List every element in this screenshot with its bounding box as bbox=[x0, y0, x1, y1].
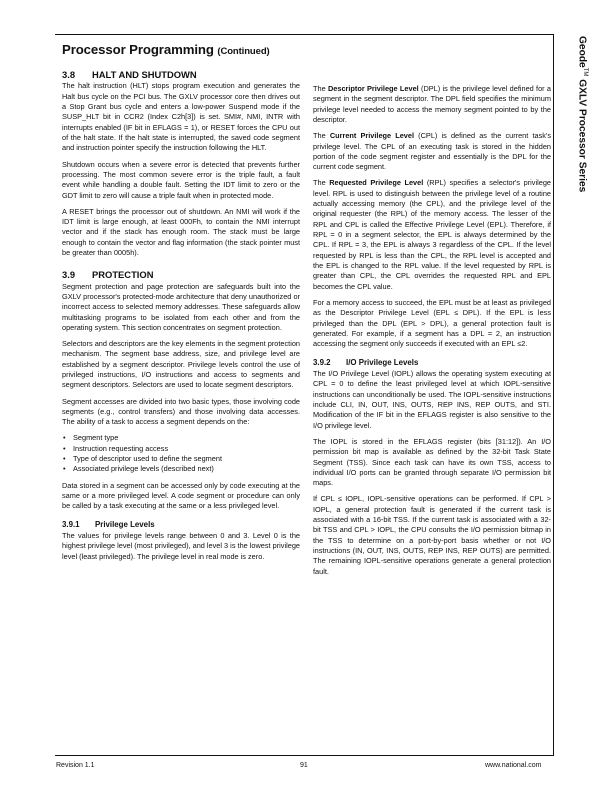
paragraph: Segment accesses are divided into two basic types, those involving code segments (e.g., control transfers) and those involving data accesses. The ability of a task to access a segment depends on the: bbox=[62, 396, 300, 427]
list-item: • Associated privilege levels (described next) bbox=[62, 464, 300, 474]
text: (CPL) is defined as the current task's privilege level. The CPL of an executing task is stored in the hidden portion of the code segment register and essentially is the DPL for the current code segment. bbox=[313, 131, 551, 172]
paragraph: Segment protection and page protection are safeguards built into the GXLV processor's protected-mode architecture that deny unauthorized or incorrect access to selected memory addresses. These safeguards allow multitasking programs to be isolated from each other and from the operating system. This section concentrates on segment protection. bbox=[62, 281, 300, 332]
list-item: • Instruction requesting access bbox=[62, 444, 300, 454]
page-frame-right-rule bbox=[553, 34, 554, 756]
text: The bbox=[313, 131, 330, 141]
paragraph: The I/O Privilege Level (IOPL) allows the operating system executing at CPL = 0 to define the least privileged level at which IOPL-sensitive instructions can unconditionally be used. The IOPL-sensitive instructions include CLI, IN, OUT, INS, OUTS, REP INS, REP OUTS, and STI. Modification of the IF bit in the EFLAGS register is also sensitive to the I/O privilege level. bbox=[313, 368, 551, 430]
title-text: Processor Programming bbox=[62, 42, 214, 57]
sidebar-product-name bbox=[577, 36, 588, 192]
section-number: 3.9.1 bbox=[62, 519, 80, 529]
brand-name: Geode bbox=[576, 36, 588, 68]
section-number: 3.9.2 bbox=[313, 357, 331, 367]
footer-url: www.national.com bbox=[485, 762, 542, 769]
paragraph: The IOPL is stored in the EFLAGS register (bits [31:12]). An I/O permission bit map is available as defined by the 32-bit Task State Segment (TSS). Since each task can have its own TSS, access to individual I/O ports can be granted through separate I/O permission bit maps. bbox=[313, 436, 551, 488]
bullet-list bbox=[62, 433, 300, 474]
paragraph: The values for privilege levels range between 0 and 3. Level 0 is the highest privilege level (most privileged), and level 3 is the lowest privilege level (least privileged). The privilege level in real mode is zero. bbox=[62, 530, 300, 561]
text: The bbox=[313, 84, 328, 93]
trademark-symbol: TM bbox=[582, 67, 588, 77]
section-heading-3-9 bbox=[62, 270, 300, 280]
paragraph-dpl bbox=[313, 84, 551, 125]
paragraph-cpl bbox=[313, 131, 551, 172]
page-frame-bottom-rule bbox=[55, 755, 554, 756]
paragraph-rpl bbox=[313, 178, 551, 292]
series-name: GXLV Processor Series bbox=[576, 79, 588, 193]
section-heading-3-8 bbox=[62, 70, 300, 80]
text: The bbox=[313, 178, 330, 188]
section-title: Privilege Levels bbox=[95, 519, 155, 529]
paragraph: Shutdown occurs when a severe error is detected that prevents further processing. The most common severe error is the triple fault, a fault event while handling a double fault. Setting the IDT limit to zero or the GDT limit to zero will cause a triple fault when in protected mode. bbox=[62, 159, 300, 200]
list-item: • Type of descriptor used to define the segment bbox=[62, 454, 300, 464]
page-title bbox=[62, 42, 270, 57]
paragraph: Selectors and descriptors are the key elements in the segment protection mechanism. The segment base address, size, and privilege level are established by a segment descriptor. Privilege levels control the use of privileged instructions, I/O instructions and access to segments and segment descriptors. Selectors are used to locate segment descriptors. bbox=[62, 339, 300, 390]
term: Requested Privilege Level bbox=[329, 178, 424, 188]
text: (DPL) is the privilege level defined for a segment in the segment descriptor. The DPL field specifies the minimum privilege level needed to access the memory segment pointed to by the descriptor. bbox=[313, 84, 551, 125]
section-heading-3-9-1 bbox=[62, 520, 300, 530]
section-number: 3.9 bbox=[62, 269, 76, 281]
paragraph: Data stored in a segment can be accessed only by code executing at the same or a more privileged level. A code segment or procedure can only be called by a task executing at the same or a less privileged level. bbox=[62, 480, 300, 511]
right-column bbox=[313, 84, 551, 583]
section-title: PROTECTION bbox=[92, 269, 154, 281]
paragraph: A RESET brings the processor out of shutdown. An NMI will work if the IDT limit is large enough, at least 000Fh, to contain the NMI interrupt vector and if the stack has enough room. The stack must be large enough to contain the vector and flag information (the stack pointer must be greater than 0005h). bbox=[62, 206, 300, 258]
text: (RPL) specifies a selector's privilege level. RPL is used to distinguish between the privilege level of a routine actually accessing memory (the CPL), and the privilege level of the original requester (the RPL) of the memory access. The lesser of the RPL and CPL is called the Effective Privilege Level (EPL). Therefore, if RPL = 0 in a segment selector, the EPL is always determined by the CPL. If RPL = 3, the EPL is always 3 regardless of the CPL. If the level requested by RPL is less than the CPL, the RPL level is accepted and the EPL is changed to the RPL value. If the level requested by RPL is greater than CPL, the CPL overrides the requested RPL and EPL becomes the CPL value. bbox=[313, 178, 551, 291]
paragraph: The halt instruction (HLT) stops program execution and generates the Halt bus cycle on the PCI bus. The GXLV processor core then drives out a Stop Grant bus cycle and enters a low-power Suspend mode if the SUSP_HLT bit in CCR2 (Index C2h[3]) is set. SMI#, NMI, INTR with interrupts enabled (IF bit in EFLAGS = 1), or RESET forces the CPU out of the halt state. If the halt state is interrupted, the saved code segment and instruction pointer specify the instruction following the HLT. bbox=[62, 81, 300, 153]
title-continued: (Continued) bbox=[217, 46, 270, 57]
page-frame-top-rule bbox=[55, 34, 554, 35]
section-title: HALT AND SHUTDOWN bbox=[92, 69, 197, 80]
list-item: • Segment type bbox=[62, 433, 300, 443]
term: Descriptor Privilege Level bbox=[327, 84, 419, 93]
term: Current Privilege Level bbox=[329, 131, 415, 141]
section-heading-3-9-2 bbox=[313, 358, 551, 368]
section-title: I/O Privilege Levels bbox=[346, 357, 419, 367]
left-column bbox=[62, 70, 300, 568]
footer-revision: Revision 1.1 bbox=[56, 762, 95, 769]
section-number: 3.8 bbox=[62, 69, 76, 80]
footer-page-number: 91 bbox=[300, 762, 308, 769]
paragraph: If CPL ≤ IOPL, IOPL-sensitive operations can be performed. If CPL > IOPL, a general protection fault is generated if the current task is associated with a 16-bit TSS. If the current task is associated with a 32-bit TSS and CPL > IOPL, the CPU consults the I/O permission bitmap in the TSS to determine on a port-by-port basis whether or not I/O instructions (IN, OUT, INS, OUTS, REP INS, REP OUTS) are permitted. The remaining IOPL-sensitive operations generate a general protection fault. bbox=[313, 494, 551, 576]
paragraph: For a memory access to succeed, the EPL must be at least as privileged as the Descriptor Privilege Level (EPL ≤ DPL). If the EPL is less privileged than the DPL (EPL > DPL), a general protection fault is generated. For example, if a segment has a DPL = 2, an instruction accessing the segment only succeeds if executed with an EPL ≤2. bbox=[313, 297, 551, 349]
